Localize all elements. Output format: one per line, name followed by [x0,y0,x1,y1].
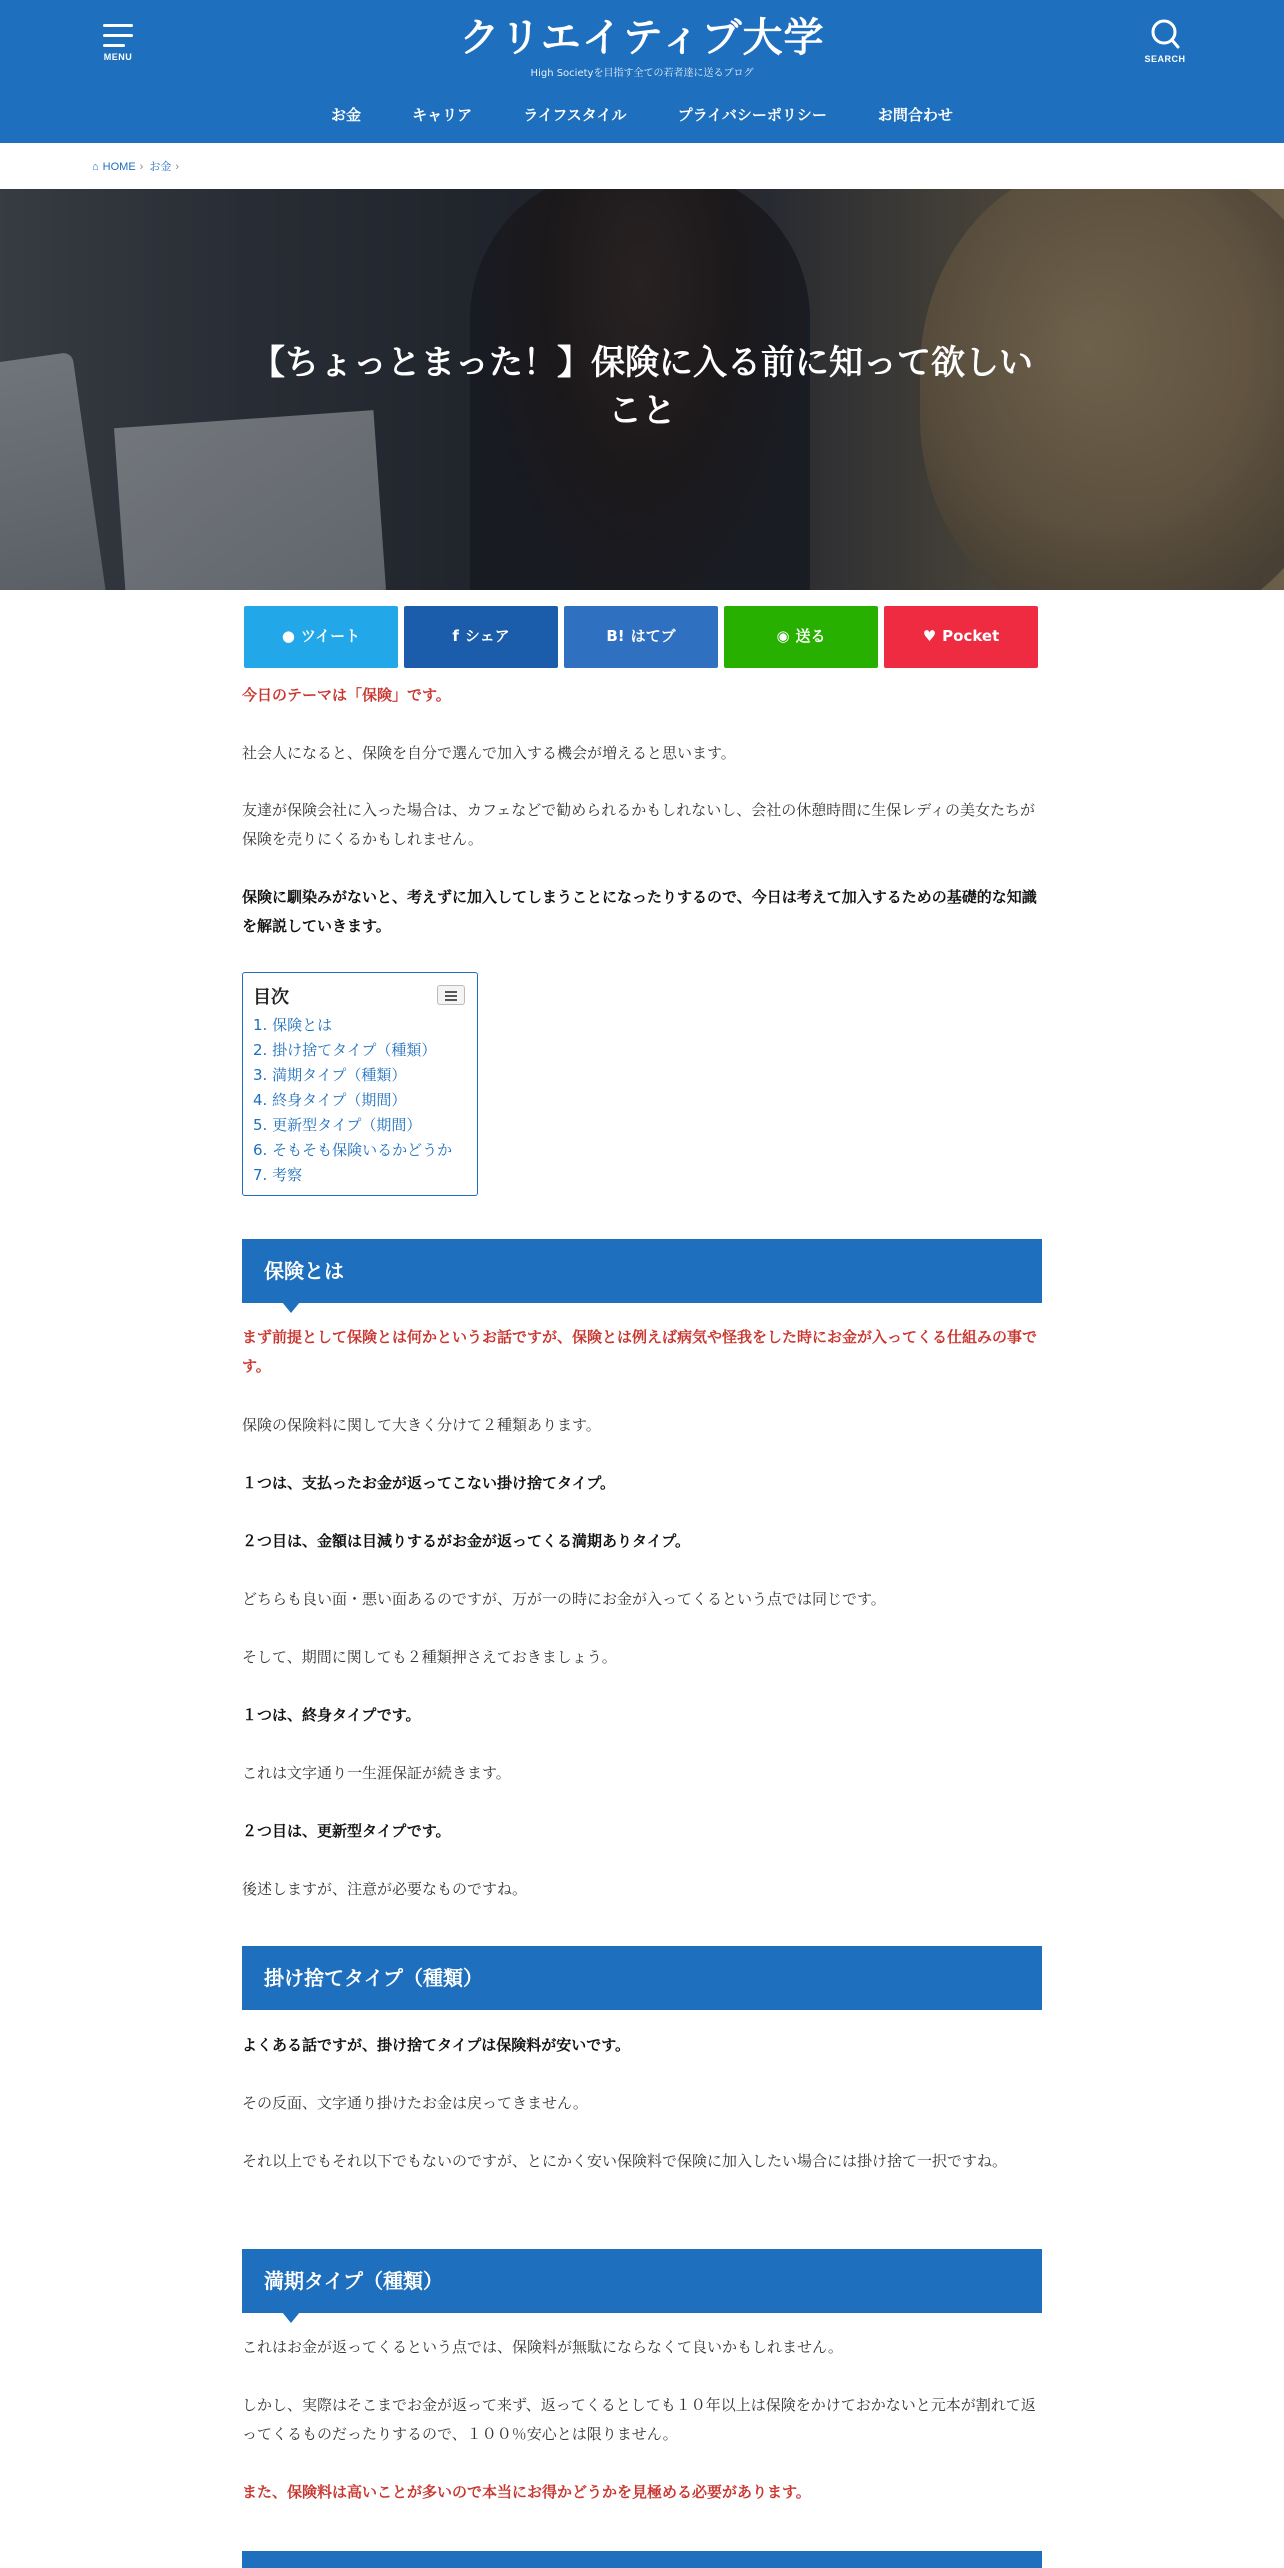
section-paragraph: その反面、文字通り掛けたお金は戻ってきません。 [242,2094,588,2112]
section-paragraph: どちらも良い面・悪い面あるのですが、万が一の時にお金が入ってくるという点では同じです。 [242,1590,886,1608]
nav-item-contact[interactable]: お問合わせ [877,106,953,124]
section-heading: 掛け捨てタイプ（種類） [242,1946,1042,2010]
section-paragraph: 後述しますが、注意が必要なものですね。 [242,1880,528,1898]
intro-paragraph: 保険に馴染みがないと、考えずに加入してしまうことになったりするので、今日は考えて加入するための基礎的な知識を解説していきます。 [242,888,1037,935]
toc-list [253,1013,467,1188]
section-paragraph: 保険の保険料に関して大きく分けて２種類あります。 [242,1416,601,1434]
intro-paragraph: 社会人になると、保険を自分で選んで加入する機会が増えると思います。 [242,744,736,762]
nav-item-money[interactable]: お金 [331,106,362,124]
share-line-button[interactable]: ◉ 送る [724,606,878,668]
chevron-right-icon: › [175,161,179,173]
hatena-icon: B! [606,627,625,645]
table-of-contents [242,972,478,1196]
search-label: SEARCH [1144,54,1186,64]
intro-theme: 今日のテーマは「保険」です。 [242,686,451,704]
section-paragraph: ２つ目は、金額は目減りするがお金が返ってくる満期ありタイプ。 [242,1532,691,1550]
section-paragraph: それ以上でもそれ以下でもないのですが、とにかく安い保険料で保険に加入したい場合には掛け捨て一択ですね。 [242,2152,1008,2170]
section-heading: 満期タイプ（種類） [242,2249,1042,2313]
global-nav [0,104,1284,125]
toc-item[interactable]: 4. 終身タイプ（期間） [253,1091,407,1109]
nav-item-lifestyle[interactable]: ライフスタイル [523,106,627,124]
section-paragraph: １つは、終身タイプです。 [242,1706,421,1724]
section-paragraph: まず前提として保険とは何かというお話ですが、保険とは例えば病気や怪我をした時にお金が入ってくる仕組みの事です。 [242,1328,1038,1375]
line-icon: ◉ [776,627,790,645]
section-paragraph: しかし、実際はそこまでお金が返って来ず、返ってくるとしても１０年以上は保険をかけておかないと元本が割れて返ってくるものだったりするので、１００％安心とは限りません。 [242,2396,1036,2443]
facebook-icon: f [452,627,459,645]
share-twitter-button[interactable]: ● ツイート [244,606,398,668]
search-icon [1150,18,1180,50]
share-pocket-button[interactable]: ♥ Pocket [884,606,1038,668]
section-paragraph: これはお金が返ってくるという点では、保険料が無駄にならなくて良いかもしれません。 [242,2338,843,2356]
section-paragraph: また、保険料は高いことが多いので本当にお得かどうかを見極める必要があります。 [242,2483,811,2501]
section-paragraph: ２つ目は、更新型タイプです。 [242,1822,451,1840]
toc-item[interactable]: 1. 保険とは [253,1016,333,1034]
toc-item[interactable]: 3. 満期タイプ（種類） [253,1066,407,1084]
site-header [0,0,1284,143]
breadcrumb-category[interactable]: お金 [149,161,172,173]
article-title: 【ちょっとまった！】保険に入る前に知って欲しいこと [251,343,1033,431]
share-buttons [244,606,1040,668]
hero-eyecatch [0,189,1284,590]
toc-item[interactable]: 6. そもそも保険いるかどうか [253,1141,453,1159]
nav-item-privacy-policy[interactable]: プライバシーポリシー [677,106,827,124]
search-button[interactable] [1143,18,1187,70]
section-paragraph: １つは、支払ったお金が返ってこない掛け捨てタイプ。 [242,1474,616,1492]
site-title[interactable]: クリエイティブ大学 [459,15,825,61]
share-hatena-button[interactable]: B! はてブ [564,606,718,668]
toc-item[interactable]: 7. 考察 [253,1166,303,1184]
site-description: High Societyを目指す全ての若者達に送るブログ [530,68,754,79]
chevron-right-icon: › [139,161,144,173]
home-icon: ⌂ [92,161,99,173]
section-paragraph: よくある話ですが、掛け捨てタイプは保険料が安いです。 [242,2036,631,2054]
section-heading: 保険とは [242,1239,1042,1303]
section-paragraph: そして、期間に関しても２種類押さえておきましょう。 [242,1648,617,1666]
nav-item-career[interactable]: キャリア [412,106,473,124]
toc-title: 目次 [253,987,289,1008]
breadcrumb-home[interactable]: HOME [102,161,136,173]
toc-item[interactable]: 2. 掛け捨てタイプ（種類） [253,1041,437,1059]
twitter-icon: ● [281,627,295,645]
breadcrumb [92,158,185,174]
toc-item[interactable]: 5. 更新型タイプ（期間） [253,1116,422,1134]
intro-paragraph: 友達が保険会社に入った場合は、カフェなどで勧められるかもしれないし、会社の休憩時間に生保レディの美女たちが保険を売りにくるかもしれません。 [242,801,1036,848]
menu-label: MENU [103,52,133,62]
toc-toggle-button[interactable] [437,985,465,1005]
section-paragraph: これは文字通り一生涯保証が続きます。 [242,1764,511,1782]
pocket-icon: ♥ [922,627,937,645]
section-heading [242,2551,1042,2568]
share-facebook-button[interactable]: f シェア [404,606,558,668]
